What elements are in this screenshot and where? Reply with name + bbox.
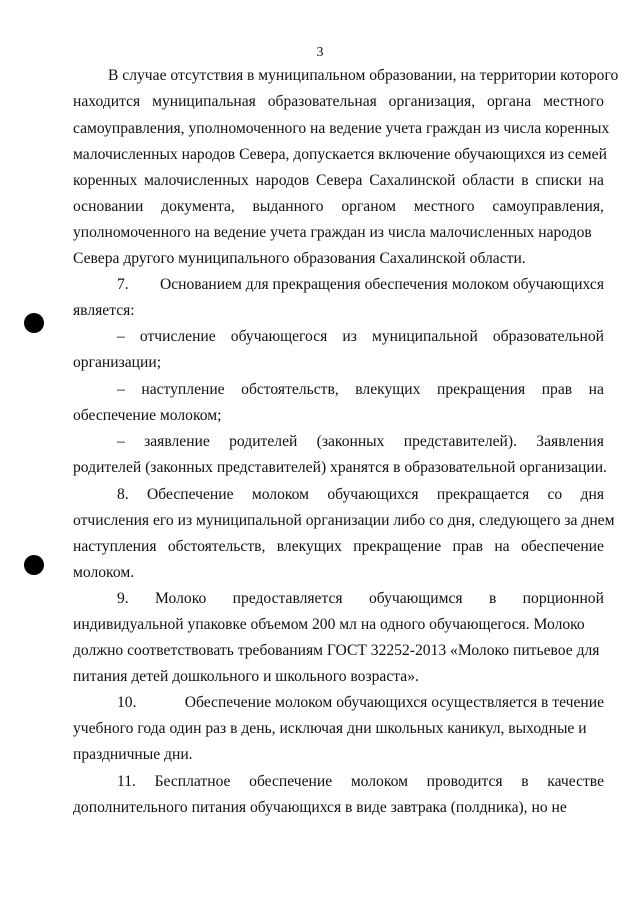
text-word: заявление: [144, 433, 210, 450]
text-word: предоставляется: [232, 590, 343, 607]
text-line: [117, 324, 604, 350]
text-word: малочисленных: [144, 172, 249, 189]
text-line: [117, 429, 604, 455]
text-word: 8.: [117, 486, 129, 503]
text-word: на: [588, 381, 604, 398]
text-line: В случае отсутствия в муниципальном образовании, на территории которого: [108, 67, 619, 84]
text-word: Севера: [315, 172, 363, 189]
text-word: 9.: [117, 590, 129, 607]
text-line: родителей (законных представителей) хранятся в образовательной организации.: [73, 459, 607, 476]
text-word: прекращения: [436, 381, 526, 398]
text-word: влекущих: [276, 538, 342, 555]
text-line: [117, 769, 604, 795]
text-line: [117, 377, 604, 403]
text-word: местного: [543, 93, 604, 110]
text-line: дополнительного питания обучающихся в виде завтрака (полдника), но не: [73, 799, 567, 816]
text-word: документа,: [161, 198, 235, 215]
text-word: муниципальная: [152, 93, 256, 110]
text-word: обстоятельств,: [167, 538, 266, 555]
text-word: –: [117, 381, 125, 398]
text-word: Молоко: [155, 590, 207, 607]
text-line: является:: [73, 302, 135, 319]
text-word: на: [588, 172, 604, 189]
text-line: отчисления его из муниципальной организации либо со дня, следующего за днем: [73, 512, 615, 529]
text-word: отчисление: [139, 328, 216, 345]
page-number: 3: [316, 45, 324, 60]
text-word: списки: [535, 172, 582, 189]
text-word: Обеспечение молоком обучающихся осуществляется в течение: [184, 694, 604, 711]
text-word: органом: [341, 198, 396, 215]
text-word: прекращение: [353, 538, 442, 555]
text-line: [73, 534, 604, 560]
text-word: прекращается: [436, 486, 530, 503]
text-word: образовательная: [267, 93, 377, 110]
text-word: прав: [452, 538, 483, 555]
text-word: наступления: [73, 538, 157, 555]
text-line: уполномоченного на ведение учета граждан из числа малочисленных народов: [73, 224, 592, 241]
text-line: самоуправления, уполномоченного на ведение учета граждан из числа коренных: [73, 120, 610, 137]
text-word: (законных: [316, 433, 385, 450]
text-word: дня: [580, 486, 604, 503]
text-word: в: [488, 590, 497, 607]
text-word: муниципальной: [371, 328, 478, 345]
text-word: –: [117, 433, 125, 450]
text-line: [117, 272, 604, 298]
text-word: из: [342, 328, 357, 345]
text-line: организации;: [73, 354, 162, 371]
text-line: [117, 586, 604, 612]
text-word: –: [117, 328, 125, 345]
text-line: малочисленных народов Севера, допускается включение обучающихся из семей: [73, 146, 607, 163]
text-line: [73, 168, 604, 194]
text-word: молоком: [350, 773, 409, 790]
text-word: Сахалинской: [369, 172, 456, 189]
text-line: питания детей дошкольного и школьного возраста».: [73, 668, 419, 685]
text-word: обстоятельств,: [241, 381, 339, 398]
text-line: [73, 194, 604, 220]
punch-hole-icon: [24, 313, 44, 333]
text-word: местного: [413, 198, 475, 215]
text-word: 11.: [117, 773, 136, 790]
text-line: Севера другого муниципального образования Сахалинской области.: [73, 250, 526, 267]
text-word: проводится: [426, 773, 503, 790]
text-word: области: [462, 172, 515, 189]
text-line: должно соответствовать требованиям ГОСТ 32252-2013 «Молоко питьевое для: [73, 642, 600, 659]
text-word: обеспечение: [520, 538, 604, 555]
text-word: организация,: [388, 93, 476, 110]
text-line: обеспечение молоком;: [73, 407, 222, 424]
text-word: коренных: [73, 172, 138, 189]
text-word: органа: [487, 93, 532, 110]
text-word: родителей: [229, 433, 298, 450]
text-word: влекущих: [355, 381, 421, 398]
text-word: Заявления: [536, 433, 604, 450]
text-word: качестве: [547, 773, 604, 790]
punch-hole-icon: [24, 555, 44, 575]
text-word: порционной: [522, 590, 604, 607]
text-word: народов: [255, 172, 310, 189]
text-word: на: [494, 538, 510, 555]
text-word: со: [547, 486, 563, 503]
text-word: 7.: [117, 276, 129, 293]
text-word: в: [521, 773, 529, 790]
text-word: обеспечение: [249, 773, 333, 790]
text-word: самоуправления,: [492, 198, 604, 215]
text-word: наступление: [141, 381, 225, 398]
text-word: прав: [541, 381, 573, 398]
text-line: [73, 89, 604, 115]
text-line: индивидуальной упаковке объемом 200 мл на одного обучающегося. Молоко: [73, 616, 585, 633]
text-line: [117, 482, 604, 508]
text-word: основании: [73, 198, 144, 215]
text-line: учебного года один раз в день, исключая дни школьных каникул, выходные и: [73, 720, 587, 737]
text-word: образовательной: [492, 328, 604, 345]
text-word: Бесплатное: [154, 773, 231, 790]
text-word: 10.: [117, 694, 137, 711]
text-word: Основанием для прекращения обеспечения молоком обучающихся: [159, 276, 604, 293]
text-word: молоком: [251, 486, 310, 503]
text-word: выданного: [252, 198, 324, 215]
text-line: праздничные дни.: [73, 746, 193, 763]
text-word: представителей).: [403, 433, 517, 450]
text-word: обучающихся: [327, 486, 419, 503]
text-line: молоком.: [73, 564, 135, 581]
text-word: обучающегося: [230, 328, 328, 345]
text-word: обучающимся: [368, 590, 463, 607]
text-word: Обеспечение: [147, 486, 234, 503]
text-word: находится: [73, 93, 141, 110]
text-word: в: [521, 172, 529, 189]
text-line: [117, 690, 604, 716]
